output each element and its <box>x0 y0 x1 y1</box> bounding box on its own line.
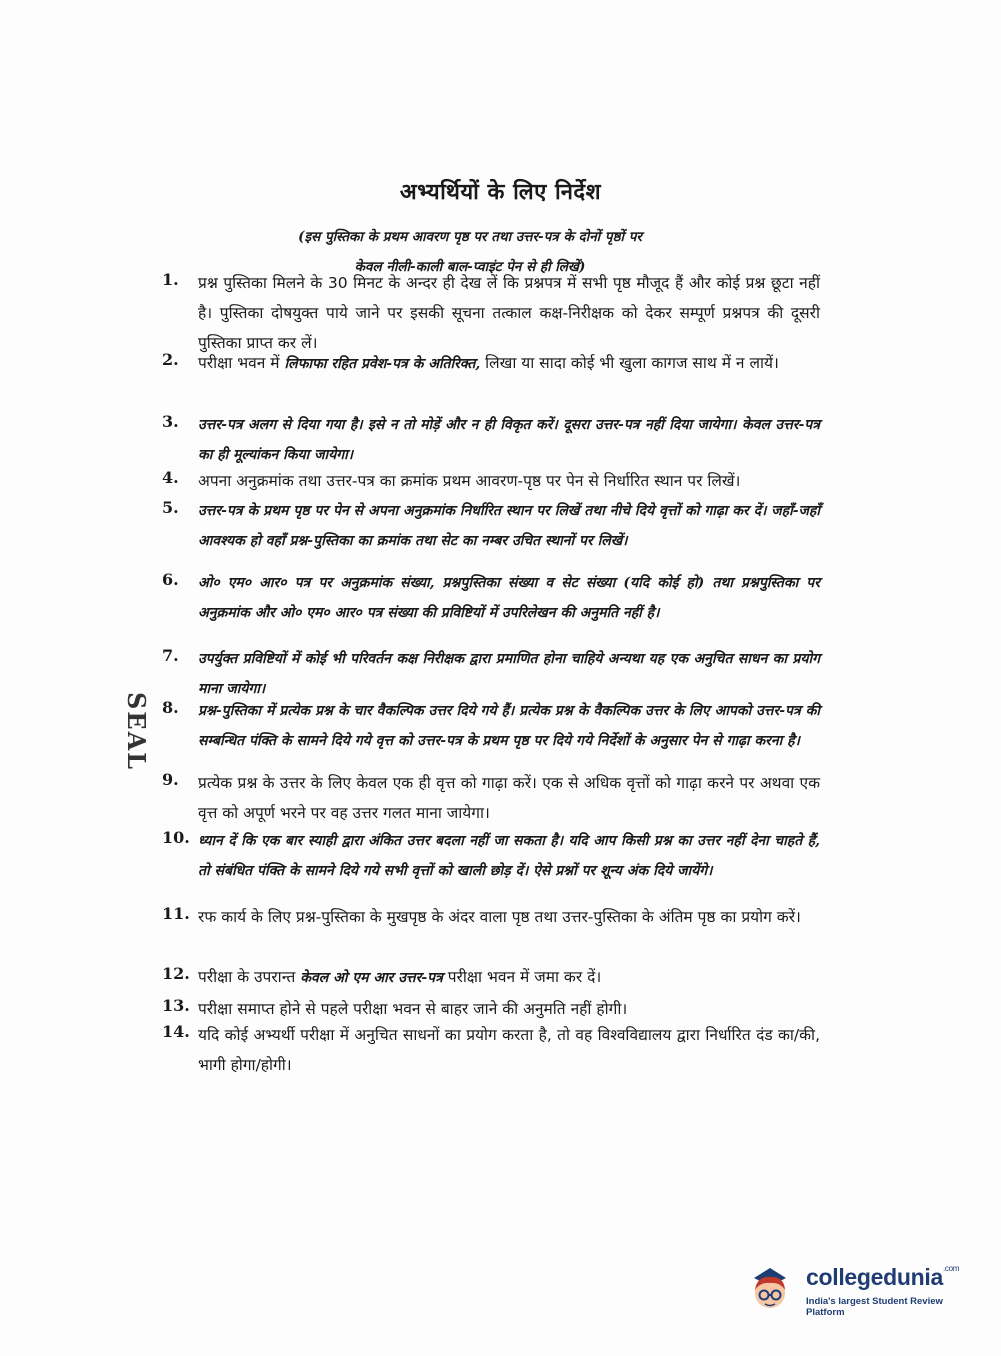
item-text: रफ कार्य के लिए प्रश्न-पुस्तिका के मुखपृष्ठ के अंदर वाला पृष्ठ तथा उत्तर-पुस्तिका के अंतिम पृष्ठ का प्रयोग करें। <box>198 908 801 926</box>
item-text <box>198 962 820 993</box>
collegedunia-watermark <box>740 1258 970 1318</box>
item-text: परीक्षा समाप्त होने से पहले परीक्षा भवन से बाहर जाने की अनुमति नहीं होगी। <box>198 1000 628 1018</box>
item-text-part: परीक्षा भवन में <box>198 354 280 372</box>
item-number: 12. <box>162 964 190 983</box>
brand-suffix: .com <box>942 1264 960 1273</box>
item-text: उपर्युक्त प्रविष्टियों में कोई भी परिवर्तन कक्ष निरीक्षक द्वारा प्रमाणित होना चाहिये अन्यथा यह एक अनुचित साधन का प्रयोग माना जायेगा। <box>198 651 820 697</box>
item-number: 8. <box>162 698 179 717</box>
item-text: अपना अनुक्रमांक तथा उत्तर-पत्र का क्रमांक प्रथम आवरण-पृष्ठ पर पेन से निर्धारित स्थान पर लिखें। <box>198 472 741 490</box>
item-number: 9. <box>162 770 179 789</box>
page-title: अभ्यर्थियों के लिए निर्देश <box>399 180 602 205</box>
collegedunia-logo-icon <box>740 1258 802 1314</box>
item-text-part: परीक्षा भवन में जमा कर दें। <box>447 968 602 986</box>
item-number: 5. <box>162 498 179 517</box>
item-text: ओ० एम० आर० पत्र पर अनुक्रमांक संख्या, प्रश्नपुस्तिका संख्या व सेट संख्या (यदि कोई हो) तथा प्रश्नपुस्तिका पर अनुक्रमांक और ओ० एम० आर० पत्र संख्या की प्रविष्टियों में उपरिलेखन की अनुमति नहीं है। <box>198 575 820 621</box>
item-number: 4. <box>162 468 179 487</box>
item-text: प्रश्न पुस्तिका मिलने के 30 मिनट के अन्दर ही देख लें कि प्रश्नपत्र में सभी पृष्ठ मौजूद हैं और कोई प्रश्न छूटा नहीं है। पुस्तिका दोषयुक्त पाये जाने पर इसकी सूचना तत्काल कक्ष-निरीक्षक को देकर सम्पूर्ण प्रश्नपत्र की दूसरी पुस्तिका प्राप्त कर लें। <box>198 274 820 352</box>
item-text-part: लिखा या सादा कोई भी खुला कागज साथ में न लायें। <box>485 354 779 372</box>
item-number: 14. <box>162 1022 190 1041</box>
item-text-emphasis: लिफाफा रहित प्रवेश-पत्र के अतिरिक्त, <box>284 356 481 372</box>
item-text: उत्तर-पत्र अलग से दिया गया है। इसे न तो मोड़ें और न ही विकृत करें। दूसरा उत्तर-पत्र नहीं दिया जायेगा। केवल उत्तर-पत्र का ही मूल्यांकन किया जायेगा। <box>198 417 820 463</box>
brand-name <box>806 1264 959 1291</box>
item-number: 10. <box>162 828 190 847</box>
item-text: उत्तर-पत्र के प्रथम पृष्ठ पर पेन से अपना अनुक्रमांक निर्धारित स्थान पर लिखें तथा नीचे दिये वृत्तों को गाढ़ा कर दें। जहाँ-जहाँ आवश्यक हो वहाँ प्रश्न-पुस्तिका का क्रमांक तथा सेट का नम्बर उचित स्थानों पर लिखें। <box>198 503 820 549</box>
item-text: यदि कोई अभ्यर्थी परीक्षा में अनुचित साधनों का प्रयोग करता है, तो वह विश्वविद्यालय द्वारा निर्धारित दंड का/की, भागी होगा/होगी। <box>198 1026 820 1074</box>
item-number: 13. <box>162 996 190 1015</box>
item-text-emphasis: केवल ओ एम आर उत्तर-पत्र <box>300 970 443 986</box>
item-text: प्रश्न-पुस्तिका में प्रत्येक प्रश्न के चार वैकल्पिक उत्तर दिये गये हैं। प्रत्येक प्रश्न के वैकल्पिक उत्तर के लिए आपको उत्तर-पत्र की सम्बन्धित पंक्ति के सामने दिये गये वृत्त को उत्तर-पत्र के प्रथम पृष्ठ पर दिये गये निर्देशों के अनुसार पेन से गाढ़ा करना है। <box>198 703 820 749</box>
seal-text: SEAL <box>122 691 152 772</box>
item-number: 3. <box>162 412 179 431</box>
item-number: 11. <box>162 904 190 923</box>
subtitle-line-2: केवल नीली-काली बाल-प्वाइंट पेन से ही लिखें) <box>354 259 586 275</box>
seal-stamp <box>91 683 152 783</box>
item-text-part: परीक्षा के उपरान्त <box>198 968 296 986</box>
item-text: प्रत्येक प्रश्न के उत्तर के लिए केवल एक ही वृत्त को गाढ़ा करें। एक से अधिक वृत्तों को गाढ़ा करने पर अथवा एक वृत्त को अपूर्ण भरने पर वह उत्तर गलत माना जायेगा। <box>198 774 820 822</box>
item-text <box>198 348 820 379</box>
item-text: ध्यान दें कि एक बार स्याही द्वारा अंकित उत्तर बदला नहीं जा सकता है। यदि आप किसी प्रश्न का उत्तर नहीं देना चाहते हैं, तो संबंधित पंक्ति के सामने दिये गये सभी वृत्तों को खाली छोड़ दें। ऐसे प्रश्नों पर शून्य अंक दिये जायेंगे। <box>198 833 820 879</box>
subtitle-line-1: (इस पुस्तिका के प्रथम आवरण पृष्ठ पर तथा उत्तर-पत्र के दोनों पृष्ठों पर <box>298 229 642 245</box>
item-number: 2. <box>162 350 179 369</box>
brand-tagline: India's largest Student Review Platform <box>806 1296 943 1318</box>
brand-name-text: collegedunia <box>806 1264 943 1290</box>
item-number: 1. <box>162 270 179 289</box>
item-number: 6. <box>162 570 179 589</box>
item-number: 7. <box>162 646 179 665</box>
